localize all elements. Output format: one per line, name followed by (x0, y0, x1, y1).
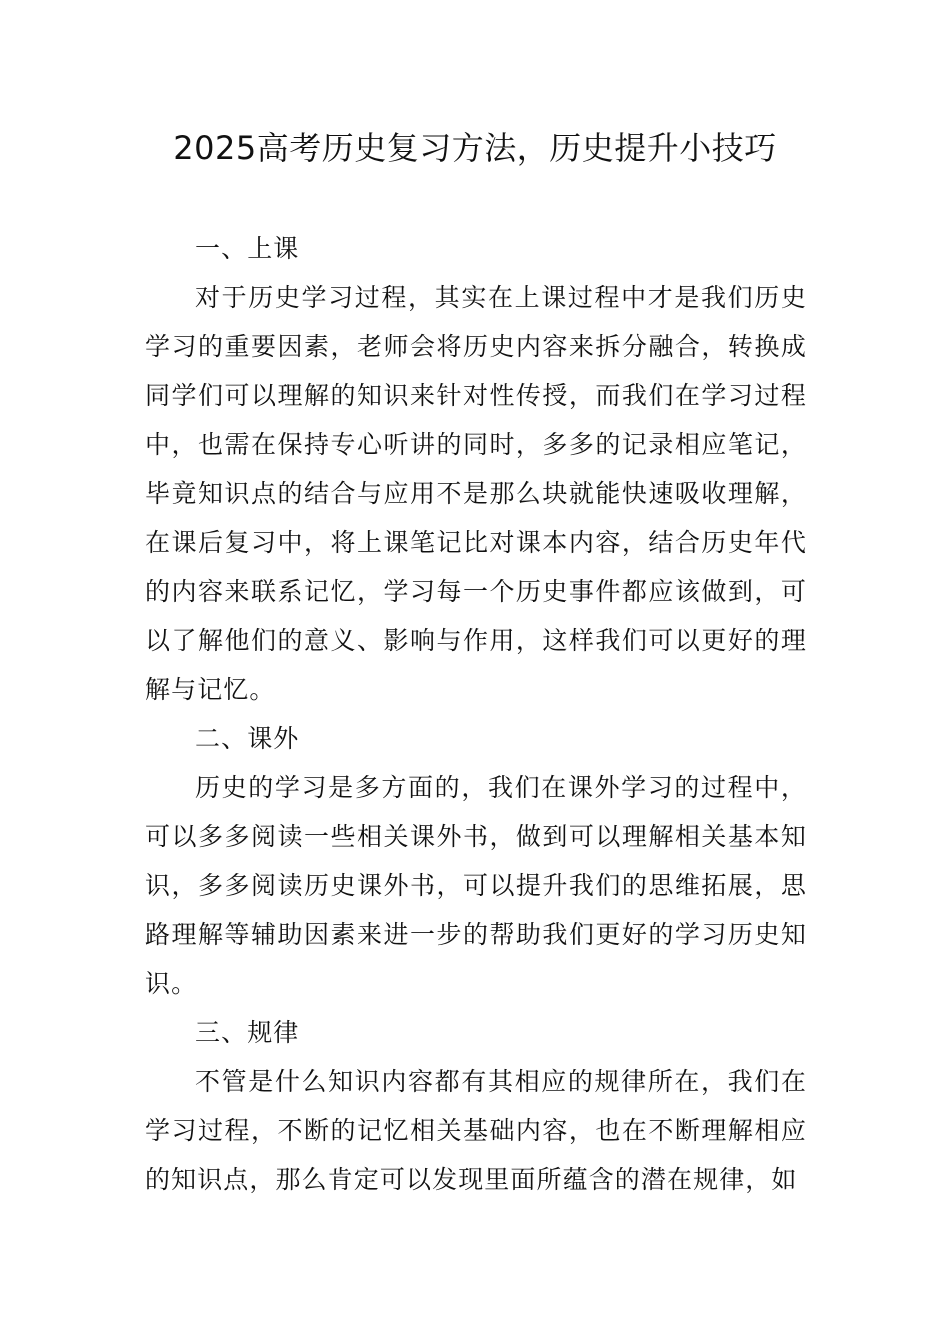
section-heading-2: 二、课外 (195, 724, 300, 753)
page-title: 2025高考历史复习方法，历史提升小技巧 (173, 129, 777, 167)
document-body (145, 224, 807, 1204)
section-paragraph-1: 对于历史学习过程，其实在上课过程中才是我们历史学习的重要因素，老师会将历史内容来拆分融合，转换成同学们可以理解的知识来针对性传授，而我们在学习过程中，也需在保持专心听讲的同时，多多的记录相应笔记，毕竟知识点的结合与应用不是那么块就能快速吸收理解，在课后复习中，将上课笔记比对课本内容，结合历史年代的内容来联系记忆，学习每一个历史事件都应该做到，可以了解他们的意义、影响与作用，这样我们可以更好的理解与记忆。 (145, 283, 807, 704)
section-paragraph-3: 不管是什么知识内容都有其相应的规律所在，我们在学习过程，不断的记忆相关基础内容，也在不断理解相应的知识点，那么肯定可以发现里面所蕴含的潜在规律，如 (145, 1067, 807, 1194)
section-paragraph-2: 历史的学习是多方面的，我们在课外学习的过程中，可以多多阅读一些相关课外书，做到可以理解相关基本知识，多多阅读历史课外书，可以提升我们的思维拓展，思路理解等辅助因素来进一步的帮助我们更好的学习历史知识。 (145, 773, 807, 998)
section-heading-3: 三、规律 (195, 1018, 300, 1047)
section-heading-1: 一、上课 (195, 234, 300, 263)
